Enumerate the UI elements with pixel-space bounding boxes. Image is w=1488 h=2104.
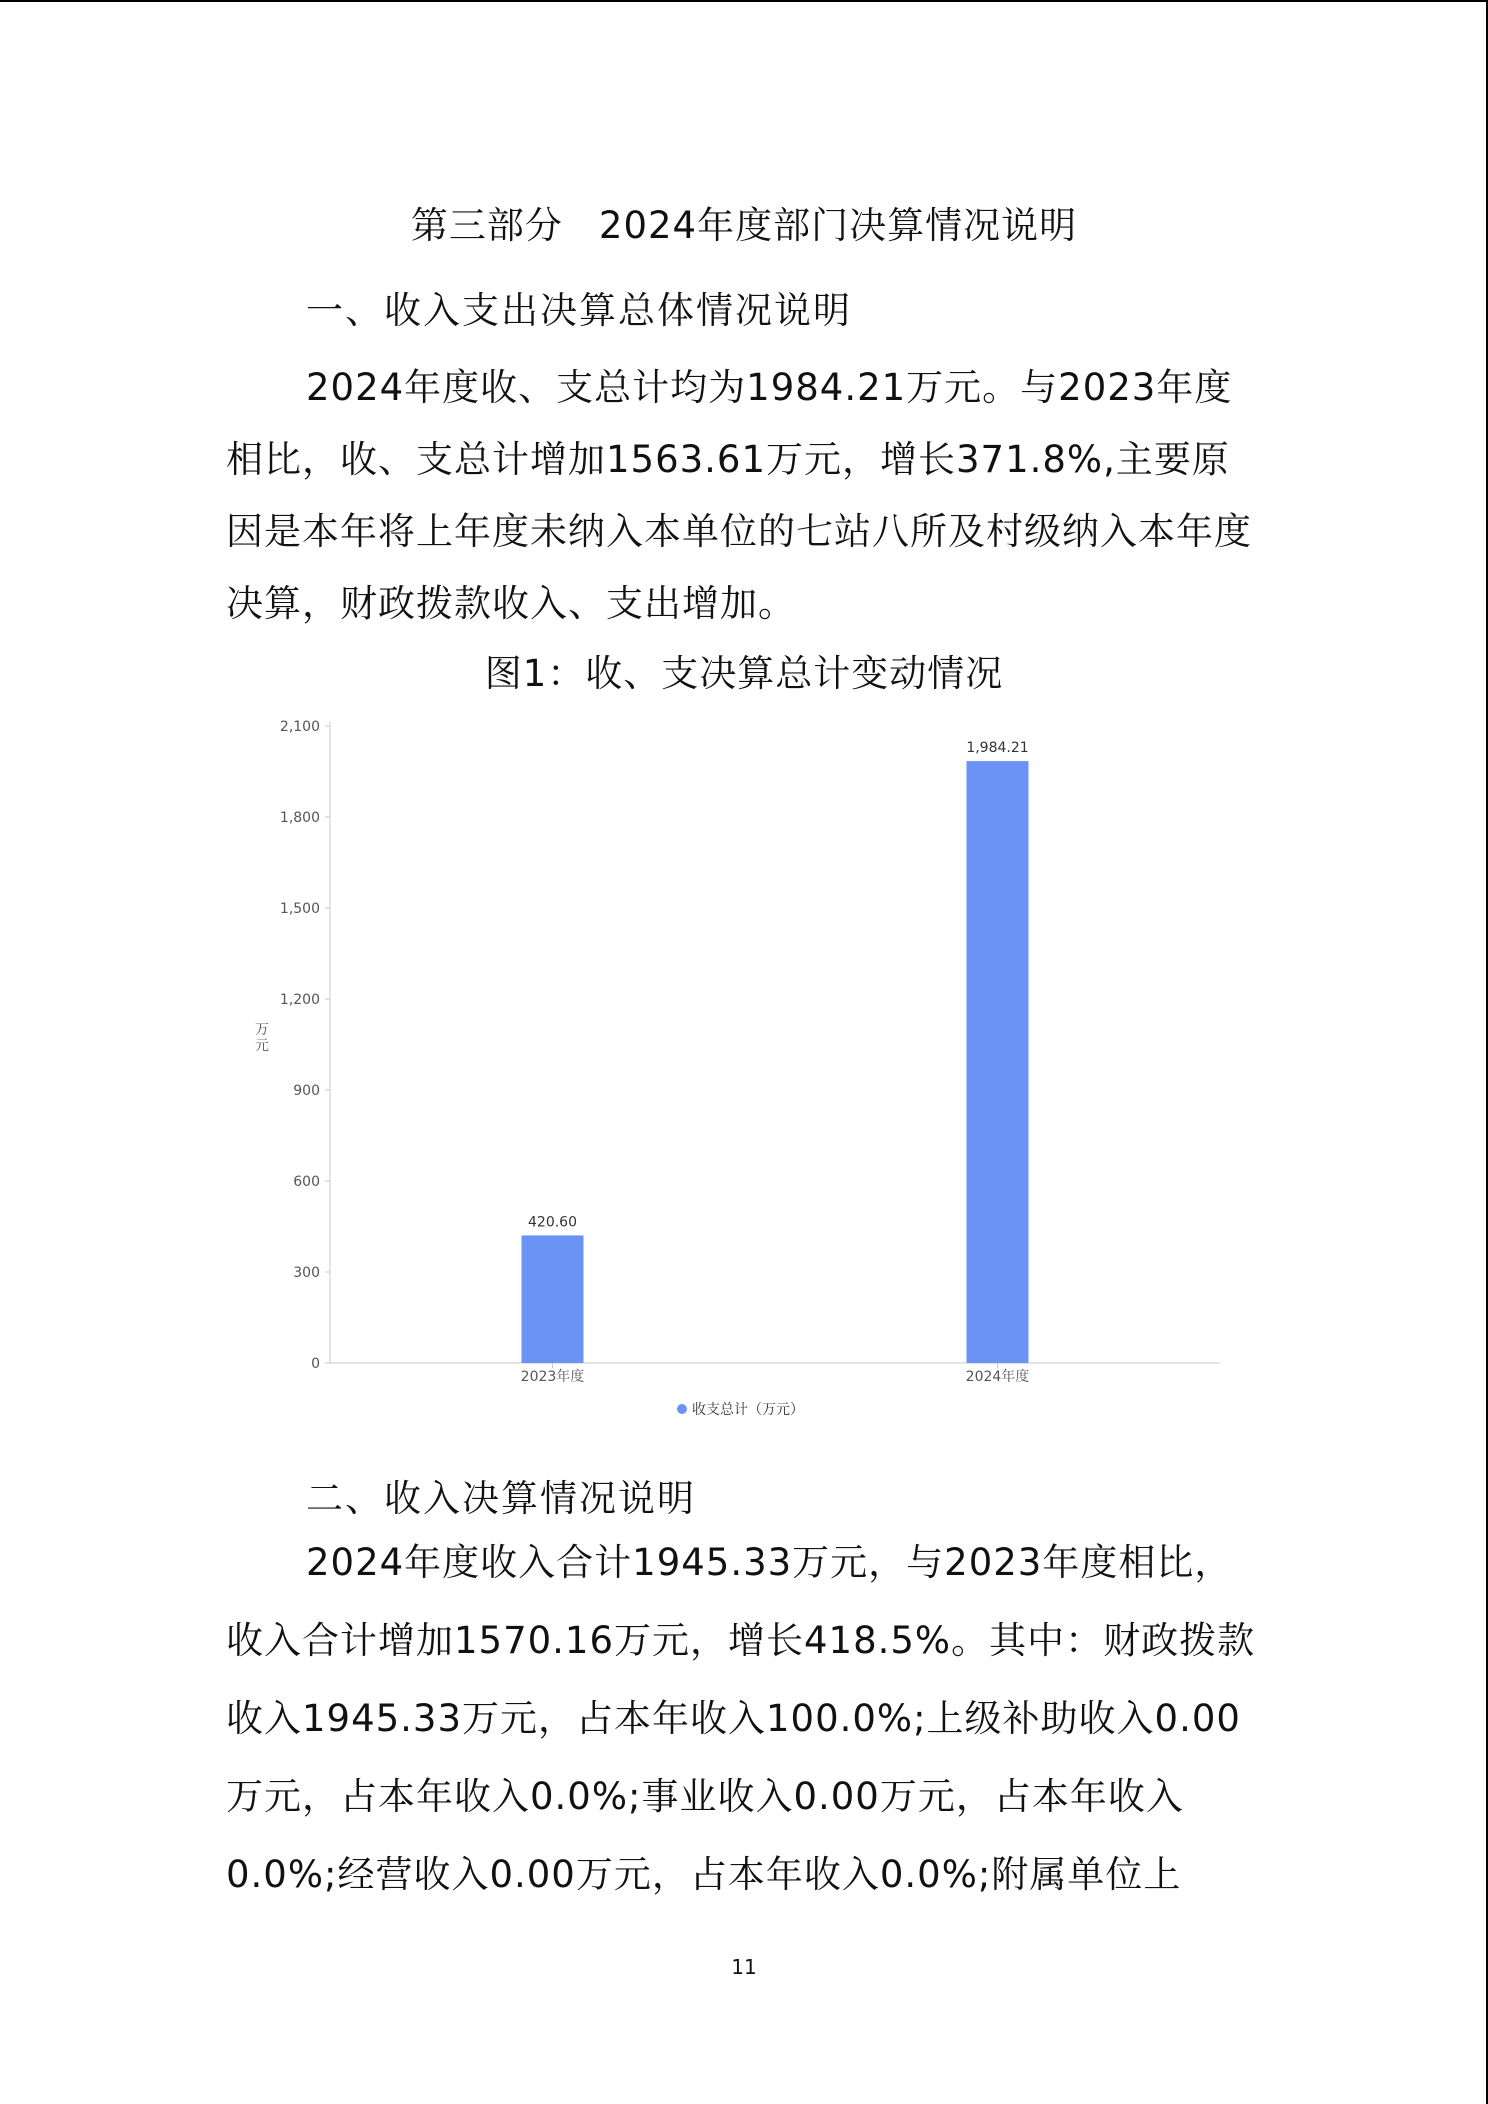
heading-income-expenditure-overview: 一、收入支出决算总体情况说明 xyxy=(306,289,852,332)
y-tick-label: 1,800 xyxy=(279,810,320,826)
y-tick-label: 1,500 xyxy=(279,901,320,917)
bar xyxy=(522,1235,584,1363)
y-axis-label-char: 万 xyxy=(255,1022,269,1038)
figure-caption: 图1：收、支决算总计变动情况 xyxy=(484,652,1004,695)
y-tick-label: 2,100 xyxy=(279,719,320,735)
bar-data-label: 420.60 xyxy=(528,1214,577,1231)
legend-label: 收支总计（万元） xyxy=(692,1402,804,1418)
heading-income-detail: 二、收入决算情况说明 xyxy=(306,1477,696,1520)
bar-data-label: 1,984.21 xyxy=(966,740,1029,757)
y-tick-label: 1,200 xyxy=(279,992,320,1008)
section-title xyxy=(0,195,1488,249)
section-title-text: 2024年度部门决算情况说明 xyxy=(598,204,1078,247)
y-axis-label-char: 元 xyxy=(255,1038,269,1054)
y-tick-label: 300 xyxy=(293,1265,320,1281)
paragraph-income-detail: 2024年度收入合计1945.33万元，与2023年度相比，收入合计增加1570.16万元，增长418.5%。其中：财政拨款收入1945.33万元，占本年收入100.0%;上级补助收入0.00万元，占本年收入0.0%;事业收入0.00万元，占本年收入0.0%;经营收入0.00万元，占本年收入0.0%;附属单位上 xyxy=(226,1541,1256,1896)
section-part: 第三部分 xyxy=(410,204,563,247)
y-tick-label: 0 xyxy=(311,1356,320,1372)
legend-marker xyxy=(677,1404,687,1414)
bar-chart xyxy=(240,708,1230,1428)
x-tick-label: 2023年度 xyxy=(520,1369,585,1385)
bar xyxy=(967,761,1029,1363)
page-number: 11 xyxy=(731,1955,757,1979)
x-tick-label: 2024年度 xyxy=(965,1369,1030,1385)
page-border-top xyxy=(0,0,1488,2)
y-tick-label: 900 xyxy=(293,1083,320,1099)
y-tick-label: 600 xyxy=(293,1174,320,1190)
paragraph-overview: 2024年度收、支总计均为1984.21万元。与2023年度相比，收、支总计增加1563.61万元，增长371.8%,主要原因是本年将上年度未纳入本单位的七站八所及村级纳入本年度决算，财政拨款收入、支出增加。 xyxy=(226,366,1252,625)
